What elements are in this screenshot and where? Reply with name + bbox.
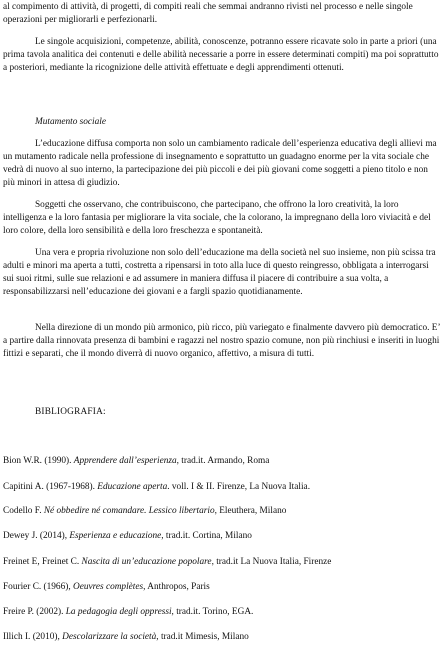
bibliography-entry: Bion W.R. (1990). Apprendere dall’esperienza, trad.it. Armando, Roma (3, 456, 270, 466)
section-heading-mutamento-sociale: Mutamento sociale (35, 117, 107, 127)
bibliography-entry: Fourier C. (1966), Oeuvres complètes, Anthropos, Paris (3, 582, 210, 592)
paragraph-educazione-diffusa: L’educazione diffusa comporta non solo un cambiamento radicale dell’esperienza educativa degli allievi ma un mutamento radicale nella professione di insegnamento e soprattutto un guadagno enorme per la vita sociale che vedrà di nuovo al suo interno, la partecipazione dei più piccoli e dei più giovani come soggetti a pieno titolo e non più minori in attesa di giudizio. (3, 139, 437, 188)
paragraph-direzione: Nella direzione di un mondo più armonico, più ricco, più variegato e finalmente davvero più democratico. E’ a partire dalla rinnovata presenza di bambini e ragazzi nel nostro spazio comune, non più rinchiusi e inseriti in luoghi fittizi e separati, che il mondo diverrà di nuovo organico, affettivo, a misura di tutti. (3, 323, 440, 359)
bibliography-entry: Freinet E, Freinet C. Nascita di un’educazione popolare, trad.it La Nuova Italia, Firenze (3, 557, 332, 567)
paragraph-soggetti: Soggetti che osservano, che contribuiscono, che partecipano, che offrono la loro creatività, la loro intelligenza e la loro fantasia per migliorare la vita sociale, che la colorano, la impregnano della loro viviacità e del loro colore, della loro sensibilità e della loro freschezza e spontaneità. (3, 200, 431, 236)
paragraph-intro-continuation: al compimento di attività, di progetti, di compiti reali che semmai andranno rivisti nel processo e nelle singole operazioni per migliorarli e perfezionarli. (3, 2, 413, 25)
bibliography-title: BIBLIOGRAFIA: (35, 407, 106, 417)
bibliography-entry: Illich I. (2010), Descolarizzare la società, trad.it Mimesis, Milano (3, 632, 249, 642)
bibliography-entry: Freire P. (2002). La pedagogia degli oppressi, trad.it. Torino, EGA. (3, 607, 254, 617)
bibliography-entry: Capitini A. (1967-1968). Educazione aperta. voll. I & II. Firenze, La Nuova Italia. (3, 482, 311, 492)
paragraph-acquisizioni: Le singole acquisizioni, competenze, abilità, conoscenze, potranno essere ricavate solo in parte a priori (una prima tavola analitica dei contenuti e delle abilità necessarie a porre in essere determinati compiti) ma poi soprattutto a posteriori, mediante la ricognizione delle attività effettuate e degli apprendimenti ottenuti. (3, 37, 439, 73)
bibliography-entry: Dewey J. (2014), Esperienza e educazione, trad.it. Cortina, Milano (3, 531, 252, 541)
bibliography-entry: Codello F. Né obbedire né comandare. Lessico libertario, Eleuthera, Milano (3, 506, 287, 516)
paragraph-rivoluzione: Una vera e propria rivoluzione non solo dell’educazione ma della società nel suo insieme, non più scissa tra adulti e minori ma aperta a tutti, costretta a ripensarsi in toto alla luce di questo reingresso, obbligata a interrogarsi sui suoi ritmi, sulle sue relazioni e ad assumere in maniera diffusa il piacere di contribuire a sua volta, a responsabilizzarsi nell’educazione dei giovani e a fargli spazio quotidianamente. (3, 248, 436, 297)
